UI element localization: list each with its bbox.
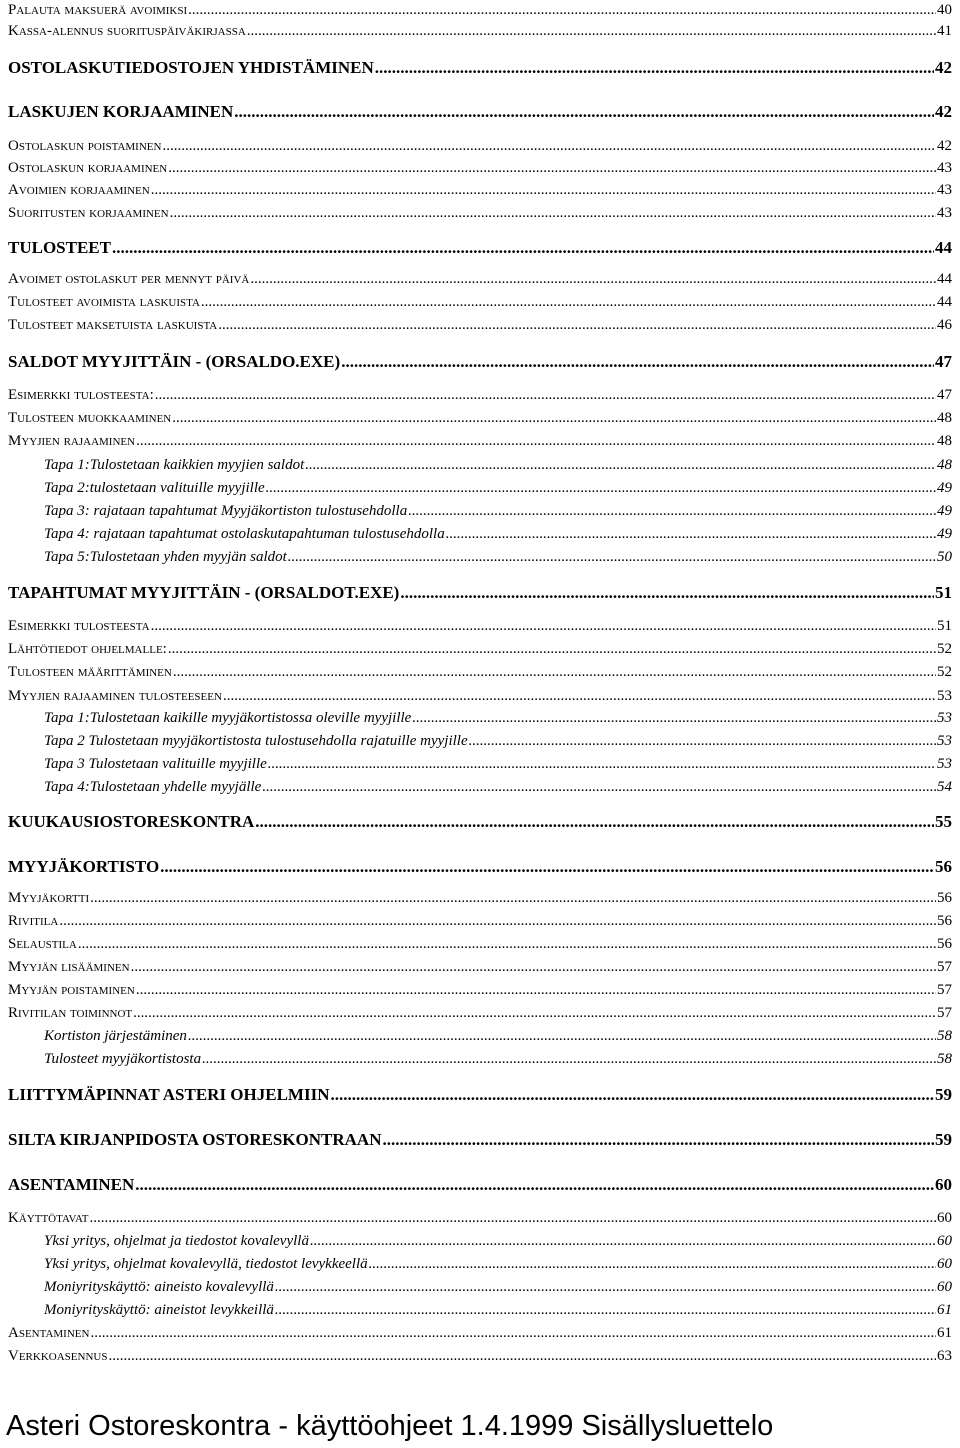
toc-entry-page-number: 43 <box>937 182 952 198</box>
toc-entry-title: Selaustila <box>8 936 77 952</box>
toc-entry[interactable] <box>8 1256 952 1278</box>
toc-entry-page-number: 52 <box>937 664 952 680</box>
toc-entry-page-number: 47 <box>935 352 952 371</box>
toc-entry[interactable] <box>8 1051 952 1073</box>
toc-entry-title: Tapa 1:Tulostetaan kaikille myyjäkortistossa oleville myyjille <box>44 710 412 726</box>
toc-dot-leader <box>136 982 936 999</box>
toc-dot-leader <box>469 733 936 750</box>
toc-entry[interactable] <box>8 387 952 409</box>
toc-dot-leader <box>341 352 934 372</box>
toc-entry-page-number: 42 <box>935 102 952 121</box>
toc-entry-title: Ostolaskun korjaaminen <box>8 160 168 176</box>
toc-entry[interactable] <box>8 959 952 981</box>
toc-entry-title: Tulosteet myyjäkortistosta <box>44 1051 202 1067</box>
toc-entry[interactable] <box>8 457 952 479</box>
toc-dot-leader <box>310 1233 936 1250</box>
toc-dot-leader <box>382 1130 934 1150</box>
toc-entry[interactable] <box>8 1210 952 1232</box>
toc-dot-leader <box>201 294 936 311</box>
toc-entry[interactable] <box>8 2 952 24</box>
toc-entry[interactable] <box>8 913 952 935</box>
toc-entry[interactable] <box>8 1175 952 1197</box>
toc-dot-leader <box>369 1256 936 1273</box>
toc-entry[interactable] <box>8 138 952 160</box>
toc-entry[interactable] <box>8 58 952 80</box>
toc-entry-title: Yksi yritys, ohjelmat ja tiedostot kovalevyllä <box>44 1233 309 1249</box>
toc-entry-page-number: 53 <box>937 733 952 749</box>
toc-entry[interactable] <box>8 1279 952 1301</box>
toc-entry-page-number: 42 <box>935 58 952 77</box>
toc-dot-leader <box>172 410 936 427</box>
toc-dot-leader <box>133 1005 936 1022</box>
toc-entry-page-number: 63 <box>937 1348 952 1364</box>
toc-entry-title: Moniyrityskäyttö: aineisto kovalevyllä <box>44 1279 274 1295</box>
toc-dot-leader <box>151 182 936 199</box>
toc-entry-title: Myyjän poistaminen <box>8 982 135 998</box>
toc-entry-page-number: 49 <box>937 503 952 519</box>
toc-entry-page-number: 46 <box>937 317 952 333</box>
toc-dot-leader <box>247 23 936 40</box>
toc-entry-title: Suoritusten korjaaminen <box>8 205 169 221</box>
toc-dot-leader <box>412 710 936 727</box>
toc-entry-page-number: 50 <box>937 549 952 565</box>
toc-entry[interactable] <box>8 890 952 912</box>
toc-entry-page-number: 60 <box>937 1210 952 1226</box>
toc-entry-page-number: 40 <box>937 2 952 18</box>
toc-entry-title: TAPAHTUMAT MYYJITTÄIN - (ORSALDOT.EXE) <box>8 583 400 602</box>
toc-dot-leader <box>218 317 936 334</box>
toc-entry[interactable] <box>8 480 952 502</box>
toc-entry[interactable] <box>8 317 952 339</box>
toc-entry-page-number: 51 <box>937 618 952 634</box>
toc-entry[interactable] <box>8 182 952 204</box>
toc-entry-title: Myyjien rajaaminen tulosteeseen <box>8 688 222 704</box>
toc-entry-page-number: 48 <box>937 457 952 473</box>
toc-dot-leader <box>160 857 934 877</box>
toc-entry-title: Rivitilan toiminnot <box>8 1005 133 1021</box>
toc-entry[interactable] <box>8 1028 952 1050</box>
toc-dot-leader <box>250 271 936 288</box>
toc-dot-leader <box>151 618 936 635</box>
toc-dot-leader <box>202 1051 936 1068</box>
toc-entry-title: Tulosteen määrittäminen <box>8 664 172 680</box>
toc-entry[interactable] <box>8 710 952 732</box>
toc-entry-title: Asentaminen <box>8 1325 90 1341</box>
toc-entry[interactable] <box>8 857 952 879</box>
toc-entry-title: Myyjäkortti <box>8 890 90 906</box>
toc-dot-leader <box>135 1175 934 1195</box>
toc-dot-leader <box>78 936 936 953</box>
toc-entry-title: MYYJÄKORTISTO <box>8 857 160 876</box>
toc-dot-leader <box>90 1325 936 1342</box>
toc-dot-leader <box>268 756 936 773</box>
toc-dot-leader <box>188 1028 936 1045</box>
toc-entry-page-number: 49 <box>937 526 952 542</box>
toc-entry[interactable] <box>8 102 952 124</box>
toc-entry[interactable] <box>8 433 952 455</box>
toc-entry-page-number: 60 <box>937 1279 952 1295</box>
toc-entry-title: Myyjän lisääminen <box>8 959 130 975</box>
toc-entry[interactable] <box>8 1085 952 1107</box>
toc-dot-leader <box>59 913 936 930</box>
toc-entry-page-number: 56 <box>937 913 952 929</box>
toc-entry[interactable] <box>8 23 952 45</box>
toc-entry[interactable] <box>8 410 952 432</box>
toc-entry-title: Tapa 4:Tulostetaan yhdelle myyjälle <box>44 779 262 795</box>
toc-entry-title: Tapa 4: rajataan tapahtumat ostolaskutapahtuman tulostusehdolla <box>44 526 445 542</box>
toc-entry-page-number: 49 <box>937 480 952 496</box>
toc-entry-page-number: 54 <box>937 779 952 795</box>
toc-entry[interactable] <box>8 1325 952 1347</box>
toc-dot-leader <box>305 457 936 474</box>
toc-entry[interactable] <box>8 664 952 686</box>
toc-entry-title: Tapa 3: rajataan tapahtumat Myyjäkortiston tulostusehdolla <box>44 503 408 519</box>
toc-entry-page-number: 57 <box>937 982 952 998</box>
toc-entry-page-number: 60 <box>935 1175 952 1194</box>
toc-entry-page-number: 55 <box>935 812 952 831</box>
toc-dot-leader <box>136 433 936 450</box>
toc-entry-page-number: 51 <box>935 583 952 602</box>
toc-entry[interactable] <box>8 618 952 640</box>
toc-entry-title: Verkkoasennus <box>8 1348 108 1364</box>
toc-entry-title: Tapa 1:Tulostetaan kaikkien myyjien saldot <box>44 457 305 473</box>
toc-dot-leader <box>131 959 936 976</box>
toc-entry[interactable] <box>8 294 952 316</box>
toc-entry-page-number: 56 <box>937 936 952 952</box>
toc-entry-page-number: 48 <box>937 433 952 449</box>
toc-dot-leader <box>168 641 936 658</box>
toc-entry-page-number: 57 <box>937 959 952 975</box>
toc-entry-page-number: 57 <box>937 1005 952 1021</box>
toc-dot-leader <box>408 503 936 520</box>
toc-entry[interactable] <box>8 1348 952 1370</box>
toc-entry-title: Rivitila <box>8 913 59 929</box>
toc-entry-page-number: 47 <box>937 387 952 403</box>
toc-entry-title: Tapa 5:Tulostetaan yhden myyjän saldot <box>44 549 287 565</box>
toc-entry-title: Tapa 2:tulostetaan valituille myyjille <box>44 480 265 496</box>
toc-dot-leader <box>155 387 936 404</box>
toc-entry-page-number: 61 <box>937 1325 952 1341</box>
toc-entry[interactable] <box>8 503 952 525</box>
toc-entry[interactable] <box>8 812 952 834</box>
toc-entry[interactable] <box>8 271 952 293</box>
toc-dot-leader <box>168 160 936 177</box>
toc-dot-leader <box>173 664 936 681</box>
toc-entry-title: Tulosteet maksetuista laskuista <box>8 317 218 333</box>
toc-entry-page-number: 56 <box>935 857 952 876</box>
toc-entry-title: Tulosteet avoimista laskuista <box>8 294 200 310</box>
toc-entry-title: SALDOT MYYJITTÄIN - (ORSALDO.EXE) <box>8 352 341 371</box>
toc-entry-page-number: 41 <box>937 23 952 39</box>
toc-entry[interactable] <box>8 641 952 663</box>
toc-dot-leader <box>89 1210 936 1227</box>
toc-entry-page-number: 52 <box>937 641 952 657</box>
toc-dot-leader <box>275 1302 936 1319</box>
toc-entry[interactable] <box>8 1130 952 1152</box>
toc-entry-title: Tulosteen muokkaaminen <box>8 410 172 426</box>
toc-entry-title: Avoimien korjaaminen <box>8 182 150 198</box>
toc-entry-title: OSTOLASKUTIEDOSTOJEN YHDISTÄMINEN <box>8 58 374 77</box>
toc-dot-leader <box>170 205 936 222</box>
toc-entry[interactable] <box>8 982 952 1004</box>
toc-entry[interactable] <box>8 205 952 227</box>
toc-entry-page-number: 44 <box>937 294 952 310</box>
toc-dot-leader <box>446 526 936 543</box>
toc-entry-title: TULOSTEET <box>8 238 111 257</box>
toc-entry-title: Palauta maksuerä avoimiksi <box>8 2 188 18</box>
toc-entry-page-number: 44 <box>935 238 952 257</box>
toc-entry-page-number: 59 <box>935 1085 952 1104</box>
toc-dot-leader <box>375 58 934 78</box>
toc-entry-title: KUUKAUSIOSTORESKONTRA <box>8 812 255 831</box>
toc-entry-page-number: 59 <box>935 1130 952 1149</box>
toc-entry-page-number: 61 <box>937 1302 952 1318</box>
toc-dot-leader <box>112 238 934 258</box>
toc-entry-title: Ostolaskun poistaminen <box>8 138 162 154</box>
toc-entry-title: LIITTYMÄPINNAT ASTERI OHJELMIIN <box>8 1085 330 1104</box>
toc-entry-page-number: 58 <box>937 1028 952 1044</box>
toc-dot-leader <box>162 138 936 155</box>
toc-entry-title: Käyttötavat <box>8 1210 89 1226</box>
toc-entry-title: Myyjien rajaaminen <box>8 433 136 449</box>
toc-dot-leader <box>288 549 936 566</box>
toc-entry-title: Avoimet ostolaskut per mennyt päivä <box>8 271 250 287</box>
toc-dot-leader <box>262 779 936 796</box>
toc-entry[interactable] <box>8 526 952 548</box>
toc-entry-title: Moniyrityskäyttö: aineistot levykkeillä <box>44 1302 274 1318</box>
toc-entry[interactable] <box>8 1233 952 1255</box>
toc-entry-page-number: 60 <box>937 1256 952 1272</box>
toc-dot-leader <box>108 1348 936 1365</box>
toc-entry[interactable] <box>8 549 952 571</box>
toc-entry-title: Esimerkki tulosteesta <box>8 618 150 634</box>
toc-entry[interactable] <box>8 352 952 374</box>
toc-dot-leader <box>234 102 934 122</box>
toc-entry[interactable] <box>8 160 952 182</box>
toc-entry-title: ASENTAMINEN <box>8 1175 135 1194</box>
toc-dot-leader <box>223 688 936 705</box>
toc-entry-title: Esimerkki tulosteesta: <box>8 387 154 403</box>
toc-entry-title: Kortiston järjestäminen <box>44 1028 187 1044</box>
toc-entry[interactable] <box>8 936 952 958</box>
toc-entry-title: Kassa-alennus suorituspäiväkirjassa <box>8 23 246 39</box>
toc-entry-page-number: 60 <box>937 1233 952 1249</box>
toc-entry-title: Yksi yritys, ohjelmat kovalevyllä, tiedostot levykkeellä <box>44 1256 368 1272</box>
toc-entry[interactable] <box>8 238 952 260</box>
toc-dot-leader <box>275 1279 936 1296</box>
toc-entry-page-number: 56 <box>937 890 952 906</box>
toc-dot-leader <box>400 583 934 603</box>
toc-dot-leader <box>255 812 934 832</box>
toc-entry-page-number: 58 <box>937 1051 952 1067</box>
toc-entry-page-number: 42 <box>937 138 952 154</box>
toc-entry-page-number: 43 <box>937 205 952 221</box>
toc-entry[interactable] <box>8 688 952 710</box>
toc-dot-leader <box>266 480 936 497</box>
toc-entry-page-number: 53 <box>937 710 952 726</box>
toc-entry-title: Tapa 3 Tulostetaan valituille myyjille <box>44 756 267 772</box>
page-footer: Asteri Ostoreskontra - käyttöohjeet 1.4.1999 Sisällysluettelo <box>6 1410 774 1442</box>
toc-entry[interactable] <box>8 756 952 778</box>
toc-entry[interactable] <box>8 779 952 801</box>
toc-entry[interactable] <box>8 1005 952 1027</box>
toc-dot-leader <box>331 1085 935 1105</box>
toc-entry-title: LASKUJEN KORJAAMINEN <box>8 102 234 121</box>
toc-entry-page-number: 44 <box>937 271 952 287</box>
toc-entry[interactable] <box>8 1302 952 1324</box>
toc-entry-page-number: 53 <box>937 756 952 772</box>
toc-entry[interactable] <box>8 583 952 605</box>
toc-entry-title: Lähtötiedot ohjelmalle: <box>8 641 167 657</box>
toc-dot-leader <box>188 2 936 19</box>
toc-entry-page-number: 53 <box>937 688 952 704</box>
toc-dot-leader <box>90 890 936 907</box>
toc-entry-page-number: 48 <box>937 410 952 426</box>
toc-entry-page-number: 43 <box>937 160 952 176</box>
toc-entry[interactable] <box>8 733 952 755</box>
toc-entry-title: SILTA KIRJANPIDOSTA OSTORESKONTRAAN <box>8 1130 382 1149</box>
toc-entry-title: Tapa 2 Tulostetaan myyjäkortistosta tulostusehdolla rajatuille myyjille <box>44 733 468 749</box>
